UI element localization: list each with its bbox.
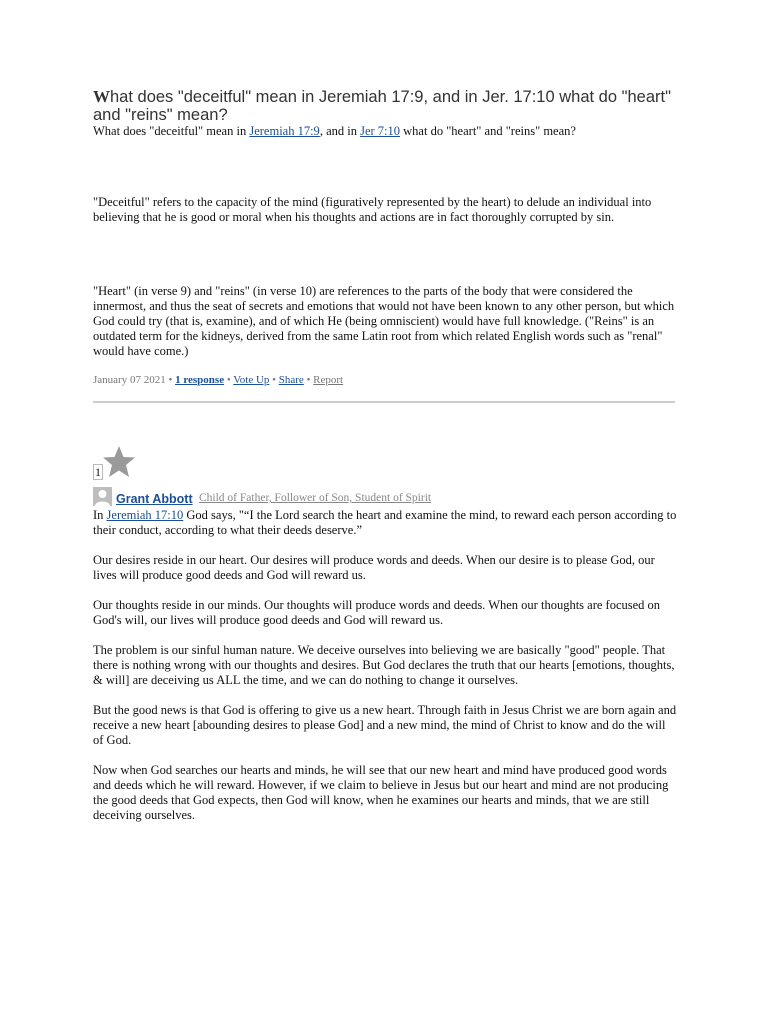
question-meta — [93, 374, 343, 386]
subtitle-text: , and in — [319, 124, 361, 138]
answer-paragraph: Our thoughts reside in our minds. Our thoughts will produce words and deeds. When our thoughts are focused on God's will, our lives will produce good deeds and God will reward us. — [93, 598, 661, 627]
answer-body — [93, 508, 678, 838]
answer-paragraph: Now when God searches our hearts and minds, he will see that our new heart and mind have produced good words and deeds which he will reward. However, if we claim to believe in Jesus but our heart and mind are not producing the good deeds that God expects, then God will know, when he examines our hearts and minds, that we are still deceiving ourselves. — [93, 763, 669, 822]
verse-link-jer-7-10[interactable]: Jer 7:10 — [360, 124, 401, 138]
star-icon[interactable] — [102, 445, 136, 479]
divider — [93, 401, 675, 403]
separator: • — [165, 374, 176, 386]
subtitle-text: what do "heart" and "reins" mean? — [400, 124, 576, 138]
title-initial: W — [93, 87, 110, 106]
user-icon — [93, 487, 112, 506]
report-link[interactable]: Report — [313, 374, 344, 386]
verse-link-jeremiah-17-10[interactable]: Jeremiah 17:10 — [106, 508, 184, 522]
separator: • — [303, 374, 314, 386]
answer-paragraph: Our desires reside in our heart. Our desires will produce words and deeds. When our desire is to please God, our lives will produce good deeds and God will reward us. — [93, 553, 655, 582]
answer-paragraph: But the good news is that God is offering to give us a new heart. Through faith in Jesus Christ we are born again and receive a new heart [abounding desires to please God] and a new mind, the mind of Christ to know and do the will of God. — [93, 703, 677, 747]
question-paragraph: "Heart" (in verse 9) and "reins" (in verse 10) are references to the parts of the body that were considered the innermost, and thus the seat of secrets and emotions that would not have been known to any other person, but which God could try (that is, examine), and of which He (being omniscient) would have full knowledge. ("Reins" is an outdated term for the kidneys, derived from the same Latin root from which related English words such as "renal" would have come.) — [93, 284, 675, 358]
subtitle-text: What does "deceitful" mean in — [93, 124, 250, 138]
question-title — [93, 88, 678, 124]
vote-up-link[interactable]: Vote Up — [233, 374, 270, 386]
post-date: January 07 2021 — [93, 374, 166, 386]
avatar[interactable] — [93, 487, 112, 506]
question-subtitle — [93, 124, 576, 139]
separator: • — [224, 374, 234, 386]
question-paragraph: "Deceitful" refers to the capacity of the mind (figuratively represented by the heart) to delude an individual into believing that he is good or moral when his thoughts and actions are in fact thoroughly corrupted by sin. — [93, 195, 652, 224]
author-tagline[interactable]: Child of Father, Follower of Son, Student of Spirit — [199, 492, 432, 504]
verse-link-jeremiah-17-9[interactable]: Jeremiah 17:9 — [249, 124, 320, 138]
share-link[interactable]: Share — [278, 374, 304, 386]
answer-text: God says, "“I the Lord search the heart and examine the mind, to reward each person according to their conduct, according to what their deeds deserve.” — [93, 508, 677, 537]
author-name-link[interactable]: Grant Abbott — [116, 492, 193, 506]
responses-link[interactable]: 1 response — [175, 374, 225, 386]
answer-intro — [93, 508, 678, 538]
answer-text: In — [93, 508, 107, 522]
vote-count: 1 — [95, 465, 101, 479]
separator: • — [269, 374, 279, 386]
title-text: hat does "deceitful" mean in Jeremiah 17:9, and in Jer. 17:10 what do "heart" and "reins" mean? — [93, 88, 671, 124]
answer-paragraph: The problem is our sinful human nature. We deceive ourselves into believing we are basically "good" people. That there is nothing wrong with our thoughts and desires. But God declares the truth that our hearts [emotions, thoughts, & will] are deceiving us ALL the time, and we can do nothing to change it ourselves. — [93, 643, 675, 687]
